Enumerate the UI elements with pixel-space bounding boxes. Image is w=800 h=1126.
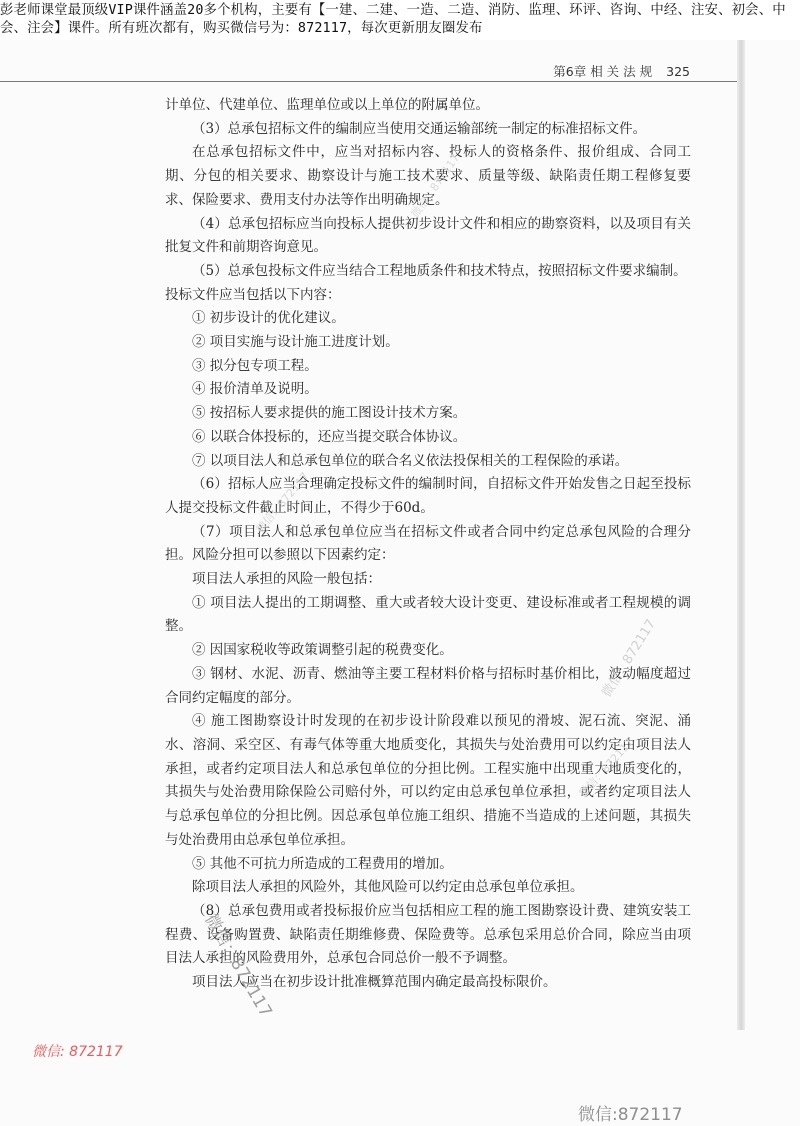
paragraph: ⑥ 以联合体投标的，还应当提交联合体协议。 bbox=[192, 428, 467, 445]
paragraph: ④ 施工图勘察设计时发现的在初步设计阶段难以预见的滑坡、泥石流、突泥、涌水、溶洞、采空区、有毒气体等重大地质变化，其损失与处治费用可以约定由项目法人承担，或者约定项目法人和总承包单位的分担比例。工程实施中出现重大地质变化的，其损失与处治费用除保险公司赔付外，可以约定由总承包单位承担，或者约定项目法人与总承包单位的分担比例。因总承包单位施工组织、措施不当造成的上述问题，其损失与处治费用由总承包单位承担。 bbox=[165, 713, 691, 848]
chapter-title: 第6章 相 关 法 规 bbox=[553, 64, 653, 79]
paragraph: ③ 钢材、水泥、沥青、燃油等主要工程材料价格与招标时基价相比，波动幅度超过合同约定幅度的部分。 bbox=[165, 665, 691, 706]
page-number: 325 bbox=[666, 64, 690, 79]
watermark-faint: 微信：872117 bbox=[408, 151, 463, 221]
paragraph: ① 项目法人提出的工期调整、重大或者较大设计变更、建设标准或者工程规模的调整。 bbox=[165, 594, 691, 635]
watermark-red: 微信: 872117 bbox=[32, 1044, 123, 1060]
watermark-faint: 微信：872117 bbox=[599, 616, 660, 701]
paragraph: 投标文件应当包括以下内容： bbox=[165, 286, 341, 303]
paragraph: ⑤ 其他不可抗力所造成的工程费用的增加。 bbox=[192, 855, 453, 872]
watermark-diagonal-main: 微信：872117 bbox=[200, 910, 276, 1021]
banner-text: 彭老师课堂最顶级VIP课件涵盖20多个机构，主要有【一建、二建、一造、二造、消防、监理、环评、咨询、中经、注安、初会、中会、注会】课件。所有班次都有，购买微信号为：872117，每次更新朋友圈发布 bbox=[0, 3, 786, 36]
paragraph: ① 初步设计的优化建议。 bbox=[192, 310, 345, 327]
paragraph: ② 因国家税收等政策调整引起的税费变化。 bbox=[192, 642, 453, 659]
running-header bbox=[553, 62, 690, 80]
paragraph: 在总承包招标文件中，应当对招标内容、投标人的资格条件、报价组成、合同工期、分包的相关要求、勘察设计与施工技术要求、质量等级、缺陷责任期工程修复要求、保险要求、费用支付办法等作出明确规定。 bbox=[165, 144, 691, 208]
paragraph: 计单位、代建单位、监理单位或以上单位的附属单位。 bbox=[165, 97, 489, 113]
paragraph: ② 项目实施与设计施工进度计划。 bbox=[192, 334, 399, 351]
paragraph: ③ 拟分包专项工程。 bbox=[192, 357, 318, 374]
paragraph: （4）总承包招标应当向投标人提供初步设计文件和相应的勘察资料，以及项目有关批复文件和前期咨询意见。 bbox=[165, 215, 691, 256]
watermark-grey: 微信:872117 bbox=[578, 1105, 683, 1125]
watermark-faint: 微信：872117 bbox=[253, 469, 312, 536]
paragraph: 项目法人应当在初步设计批准概算范围内确定最高投标限价。 bbox=[192, 974, 557, 991]
header-rule bbox=[0, 81, 737, 82]
top-banner bbox=[0, 0, 800, 40]
paragraph: （5）总承包投标文件应当结合工程地质条件和技术特点，按照招标文件要求编制。 bbox=[192, 262, 687, 279]
paragraph: （3）总承包招标文件的编制应当使用交通运输部统一制定的标准招标文件。 bbox=[192, 120, 647, 137]
page-edge-shadow bbox=[737, 40, 745, 1030]
body-text bbox=[165, 94, 691, 995]
paragraph: （6）招标人应当合理确定投标文件的编制时间，自招标文件开始发售之日起至投标人提交投标文件截止时间止，不得少于60d。 bbox=[165, 476, 691, 516]
paragraph: ⑦ 以项目法人和总承包单位的联合名义依法投保相关的工程保险的承诺。 bbox=[192, 452, 629, 469]
paragraph: （7）项目法人和总承包单位应当在招标文件或者合同中约定总承包风险的合理分担。风险分担可以参照以下因素约定： bbox=[165, 523, 691, 564]
paragraph: ④ 报价清单及说明。 bbox=[192, 381, 318, 398]
paragraph: 除项目法人承担的风险外，其他风险可以约定由总承包单位承担。 bbox=[192, 879, 584, 896]
paragraph: （8）总承包费用或者投标报价应当包括相应工程的施工图勘察设计费、建筑安装工程费、设备购置费、缺陷责任期维修费、保险费等。总承包采用总价合同，除应当由项目法人承担的风险费用外，总承包合同总价一般不予调整。 bbox=[165, 902, 691, 967]
paragraph: 项目法人承担的风险一般包括： bbox=[192, 571, 381, 588]
paragraph: ⑤ 按招标人要求提供的施工图设计技术方案。 bbox=[192, 405, 467, 422]
watermark-faint: 微信：872117 bbox=[576, 735, 637, 801]
